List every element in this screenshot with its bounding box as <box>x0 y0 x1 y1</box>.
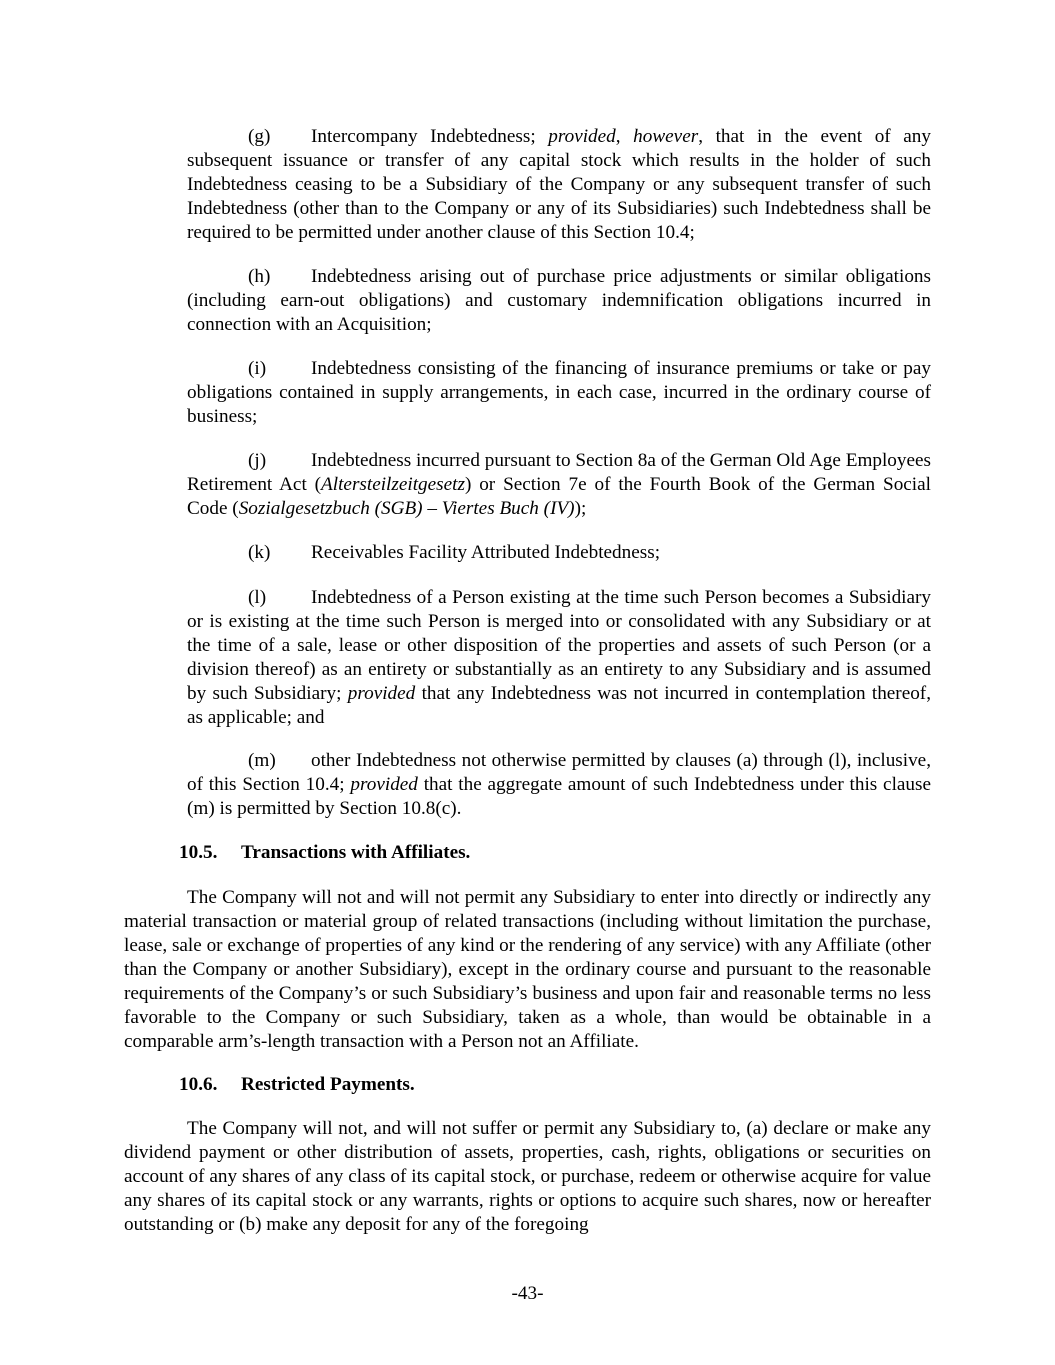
clause-i: (i) Indebtedness consisting of the financing of insurance premiums or take or pay obligations contained in supply arrangements, in each case, incurred in the ordinary course of business; <box>187 358 931 427</box>
page-number: -43- <box>511 1283 544 1304</box>
clause-l-label: (l) <box>248 587 267 608</box>
clause-k-label: (k) <box>248 542 271 563</box>
clause-g: (g) Intercompany Indebtedness; provided, however, that in the event of any subsequent issuance or transfer of any capital stock which results in the holder of such Indebtedness ceasing to be a Subsidiary of the Company or any subsequent transfer of such Indebtedness (other than to the Company or any of its Subsidiaries) such Indebtedness shall be required to be permitted under another clause of this Section 10.4; <box>187 126 931 243</box>
section-number: 10.6. <box>179 1074 218 1095</box>
section-10-6-body: The Company will not, and will not suffer or permit any Subsidiary to, (a) declare or make any dividend payment or other distribution of assets, properties, cash, rights, obligations or securities on account of any shares of any class of its capital stock, or purchase, redeem or otherwise acquire for value any shares of its capital stock or any warrants, rights or options to acquire such shares, now or hereafter outstanding or (b) make any deposit for any of the foregoing <box>124 1118 931 1235</box>
clause-h: (h) Indebtedness arising out of purchase price adjustments or similar obligations (including earn-out obligations) and customary indemnification obligations incurred in connection with an Acquisition; <box>187 266 931 335</box>
clause-i-label: (i) <box>248 358 267 379</box>
clause-m-label: (m) <box>248 750 276 771</box>
section-10-5-heading <box>179 841 470 865</box>
clause-k: (k) Receivables Facility Attributed Indebtedness; <box>248 542 661 563</box>
clause-l: (l) Indebtedness of a Person existing at the time such Person becomes a Subsidiary or is existing at the time such Person is merged into or consolidated with any Subsidiary or at the time of a sale, lease or other disposition of the properties and assets of such Person (or a division thereof) as an entirety or substantially as an entirety to any Subsidiary and is assumed by such Subsidiary; provided that any Indebtedness was not incurred in contemplation thereof, as applicable; and <box>187 587 931 728</box>
section-title: Restricted Payments. <box>241 1074 415 1095</box>
clause-m: (m) other Indebtedness not otherwise permitted by clauses (a) through (l), inclusive, of this Section 10.4; provided that the aggregate amount of such Indebtedness under this clause (m) is permitted by Section 10.8(c). <box>187 750 931 819</box>
clause-j: (j) Indebtedness incurred pursuant to Section 8a of the German Old Age Employees Retirement Act (Altersteilzeitgesetz) or Section 7e of the Fourth Book of the German Social Code (Sozialgesetzbuch (SGB) – Viertes Buch (IV)); <box>187 450 931 519</box>
section-number: 10.5. <box>179 842 218 863</box>
clause-h-label: (h) <box>248 266 271 287</box>
clause-g-label: (g) <box>248 126 271 147</box>
section-title: Transactions with Affiliates. <box>241 842 471 863</box>
section-10-5-body: The Company will not and will not permit any Subsidiary to enter into directly or indirectly any material transaction or material group of related transactions (including without limitation the purchase, lease, sale or exchange of properties of any kind or the rendering of any service) with any Affiliate (other than the Company or another Subsidiary), except in the ordinary course and pursuant to the reasonable requirements of the Company’s or such Subsidiary’s business and upon fair and reasonable terms no less favorable to the Company or such Subsidiary, taken as a whole, than would be obtainable in a comparable arm’s-length transaction with a Person not an Affiliate. <box>124 887 931 1052</box>
section-10-6-heading <box>179 1073 415 1097</box>
clause-j-label: (j) <box>248 450 267 471</box>
